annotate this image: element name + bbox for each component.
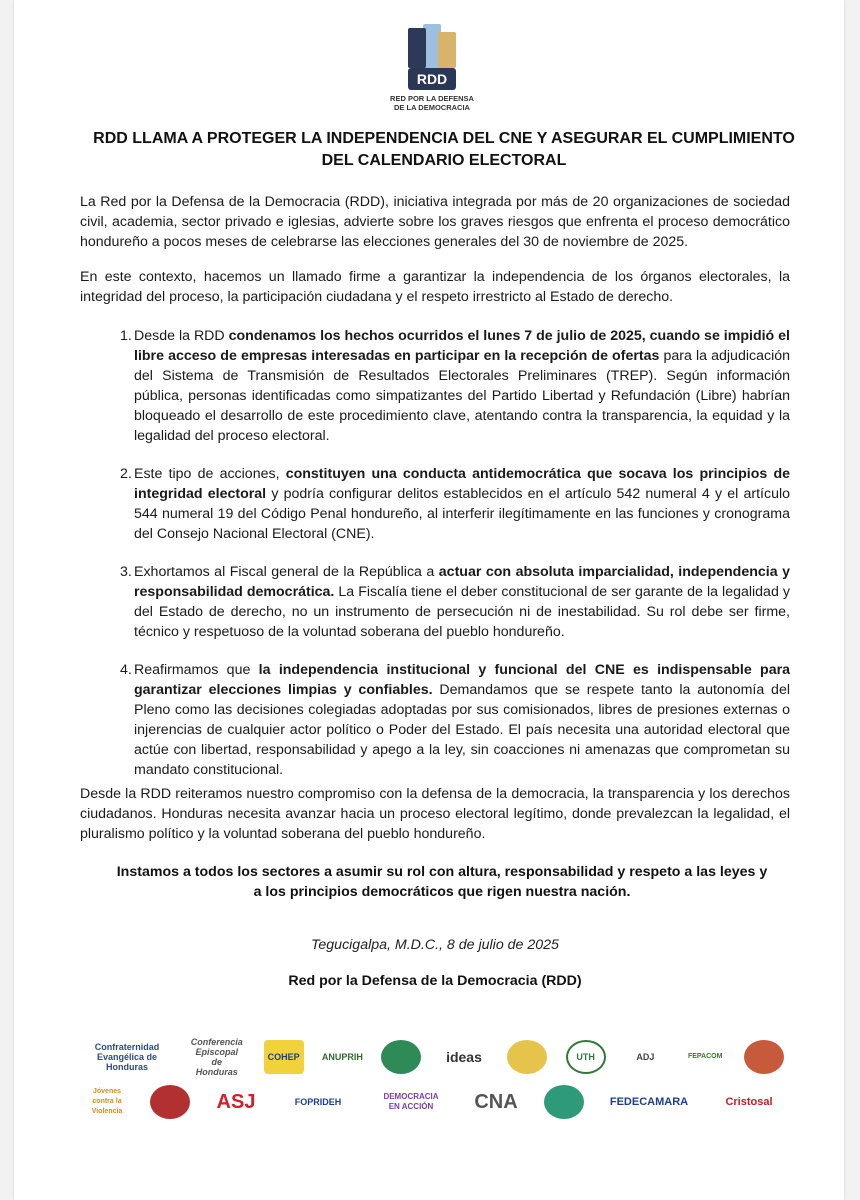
asj-logo: ASJ [216, 1091, 256, 1113]
fedecamara-logo: FEDECAMARA [609, 1096, 689, 1108]
uth-logo: UTH [566, 1040, 606, 1074]
document-page [14, 0, 844, 1200]
org-emblem-wave-logo [544, 1085, 584, 1119]
rdd-logo [382, 22, 482, 112]
org-shield-logo [150, 1085, 190, 1119]
rdd-logo-text: RDD [408, 68, 456, 90]
confraternidad-logo: Confraternidad Evangélica de Honduras [94, 1042, 160, 1072]
episcopal-logo: Conferencia Episcopal de Honduras [190, 1037, 243, 1077]
intro-paragraph: La Red por la Defensa de la Democracia (RDD), iniciativa integrada por más de 20 organizaciones de sociedad civil, academia, sector privado e iglesias, advierte sobre los graves riesgos que enfrenta el proceso democrático hondureño a pocos meses de celebrarse las elecciones generales del 30 de noviembre de 2025. [80, 194, 790, 250]
org-emblem-map-logo [744, 1040, 784, 1074]
rdd-logo-graphic [406, 22, 458, 74]
numbered-list [80, 326, 790, 798]
cristosal-logo: Cristosal [725, 1096, 773, 1108]
anuprih-logo: ANUPRIH [321, 1052, 363, 1062]
adj-logo: ADJ [636, 1052, 655, 1062]
cohep-logo: COHEP [264, 1040, 304, 1074]
call-to-action: Instamos a todos los sectores a asumir su rol con altura, responsabilidad y respeto a las leyes y a los principios democráticos que rigen nuestra nación. [116, 864, 768, 900]
signature: Red por la Defensa de la Democracia (RDD) [288, 973, 582, 989]
rdd-logo-caption: RED POR LA DEFENSA DE LA DEMOCRACIA [390, 94, 474, 112]
fepacom-logo: FEPACOM [687, 1053, 723, 1060]
member-logos-row-2 [84, 1085, 784, 1119]
list-item: 3. Exhortamos al Fiscal general de la República a actuar con absoluta imparcialidad, independencia y responsabilidad democrática. La Fiscalía tiene el deber constitucional de ser garante de la legalidad y del Estado de derecho, no un instrumento de persecución ni de inestabilidad. Su rol debe ser firme, técnico y respetuoso de la voluntad soberana del pueblo hondureño. [120, 564, 790, 640]
democracia-en-accion-logo: DEMOCRACIA EN ACCIÓN [383, 1092, 439, 1111]
place-date: Tegucigalpa, M.D.C., 8 de julio de 2025 [311, 937, 559, 953]
document-title: RDD LLAMA A PROTEGER LA INDEPENDENCIA DEL CNE Y ASEGURAR EL CUMPLIMIENTO DEL CALENDARIO ELECTORAL [93, 130, 795, 169]
list-item: 1. Desde la RDD condenamos los hechos ocurridos el lunes 7 de julio de 2025, cuando se impidió el libre acceso de empresas interesadas en participar en la recepción de ofertas para la adjudicación del Sistema de Transmisión de Resultados Electorales Preliminares (TREP). Según información pública, personas identificadas como simpatizantes del Partido Libertad y Refundación (Libre) habrían bloqueado el desarrollo de este procedimiento clave, atentando contra la transparencia, la equidad y la legalidad del proceso electoral. [120, 328, 790, 444]
org-emblem-gold-logo [507, 1040, 547, 1074]
list-item: 4. Reafirmamos que la independencia institucional y funcional del CNE es indispensable para garantizar elecciones limpias y confiables. Demandamos que se respete tanto la autonomía del Pleno como las decisiones colegiadas adoptadas por sus comisionados, libres de presiones externas o injerencias de cualquier actor político o Poder del Estado. El país necesita una autoridad electoral que actúe con libertad, responsabilidad y apego a la ley, sin coacciones ni amenazas que comprometan su mandato constitucional. [120, 662, 790, 778]
ideas-logo: ideas [446, 1049, 482, 1065]
member-logos-row-1 [84, 1037, 784, 1077]
context-paragraph: En este contexto, hacemos un llamado firme a garantizar la independencia de los órganos electorales, la integridad del proceso, la participación ciudadana y el respeto irrestricto al Estado de derecho. [80, 269, 790, 305]
foprideh-logo: FOPRIDEH [294, 1097, 342, 1107]
closing-paragraph: Desde la RDD reiteramos nuestro compromiso con la defensa de la democracia, la transparencia y los derechos ciudadanos. Honduras necesita avanzar hacia un proceso electoral legítimo, donde prevalezcan la legalidad, el pluralismo político y la voluntad soberana del pueblo hondureño. [80, 786, 790, 842]
jovenes-logo: Jóvenes contra la Violencia [91, 1088, 123, 1115]
list-item: 2. Este tipo de acciones, constituyen una conducta antidemocrática que socava los principios de integridad electoral y podría configurar delitos establecidos en el artículo 542 numeral 4 y el artículo 544 numeral 19 del Código Penal hondureño, al interferir ilegítimamente en las funciones y cronograma del Consejo Nacional Electoral (CNE). [120, 466, 791, 542]
org-emblem-green-logo [381, 1040, 421, 1074]
cna-logo: CNA [474, 1091, 518, 1113]
